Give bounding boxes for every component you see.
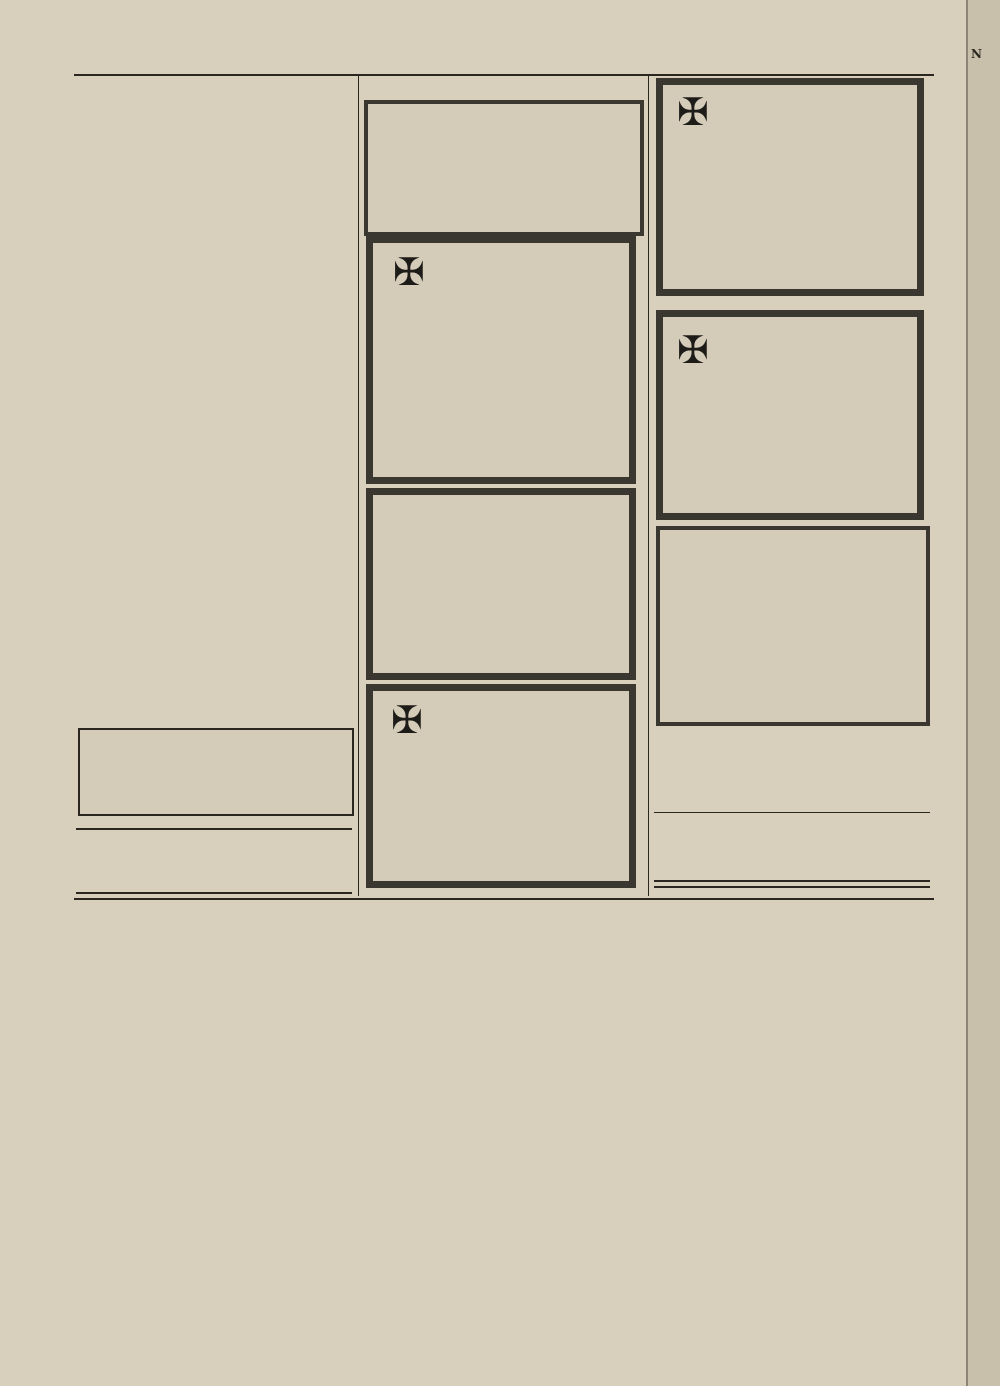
funeral-info (660, 548, 926, 552)
classified-rule (74, 898, 934, 900)
iron-cross-icon: ✠ (677, 328, 709, 372)
obituary-intro (663, 85, 917, 89)
konserven-ad (76, 828, 352, 894)
death-notice-billau (366, 488, 636, 680)
tageskalender (654, 738, 930, 804)
notice-text (660, 536, 926, 538)
adjacent-page-edge: N (966, 0, 1000, 1386)
page-header (84, 50, 930, 72)
column-rule (358, 76, 359, 896)
birth-stamp (372, 122, 392, 188)
death-notice-marks (656, 526, 930, 726)
notice-text (373, 499, 629, 503)
bank-ad (78, 728, 354, 816)
column-rule (648, 76, 649, 896)
iron-cross-icon: ✠ (391, 698, 423, 742)
obituary-reckow (656, 78, 924, 296)
notice-text (373, 507, 629, 509)
funeral-info (373, 516, 629, 518)
iron-cross-icon: ✠ (677, 90, 709, 134)
header-rule (74, 74, 934, 76)
obituary-intro (663, 317, 917, 325)
iron-cross-icon: ✠ (393, 250, 425, 294)
obituary-batton (366, 684, 636, 888)
impressum (654, 812, 930, 873)
birth-announcement (364, 100, 644, 236)
news-column (76, 78, 352, 718)
obituary-scherf (656, 310, 924, 520)
page-count-notice (654, 880, 930, 888)
obituary-arndt (366, 236, 636, 484)
